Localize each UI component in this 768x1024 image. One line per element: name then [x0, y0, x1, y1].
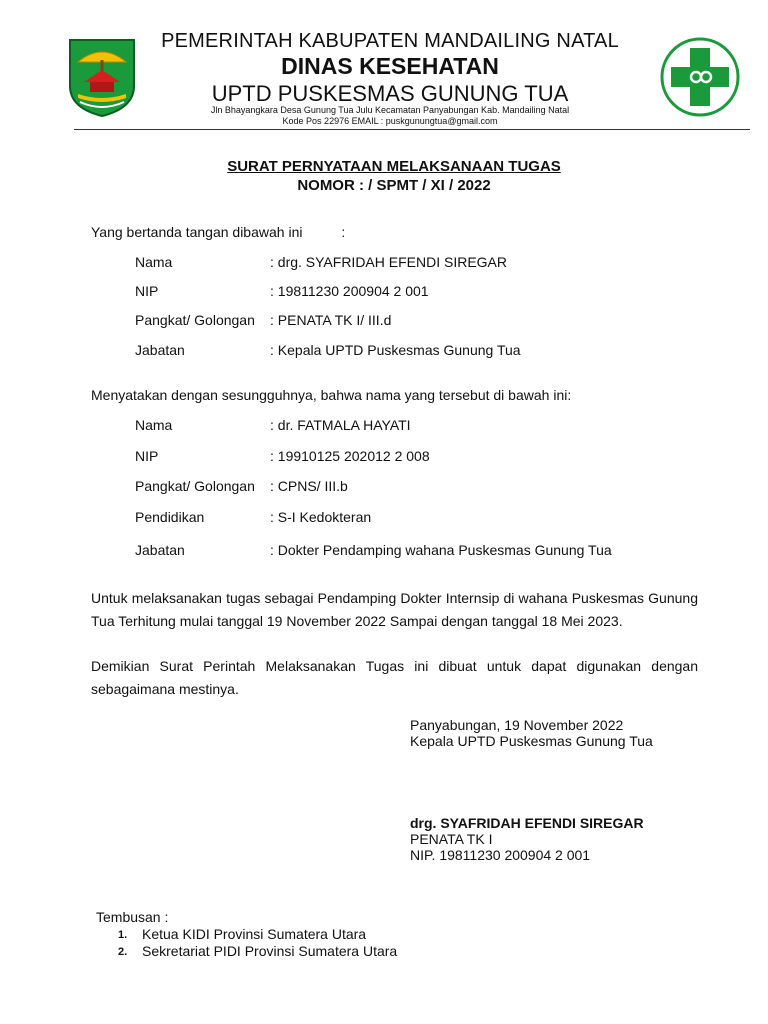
intro-text: Yang bertanda tangan dibawah ini : [91, 224, 346, 240]
cc-item-number: 1. [118, 929, 128, 941]
signer-value: : PENATA TK I/ III.d [270, 312, 392, 328]
puskesmas-logo [658, 36, 742, 118]
signer-value: : drg. SYAFRIDAH EFENDI SIREGAR [270, 254, 508, 270]
signer-value: : Kepala UPTD Puskesmas Gunung Tua [270, 342, 521, 358]
signature-rank: PENATA TK I [410, 831, 493, 847]
header-department: DINAS KESEHATAN [281, 53, 499, 79]
subject-value: : Dokter Pendamping wahana Puskesmas Gunung Tua [270, 542, 612, 558]
header-divider [74, 129, 750, 130]
signature-place-date: Panyabungan, 19 November 2022 [410, 717, 624, 733]
signature-name: drg. SYAFRIDAH EFENDI SIREGAR [410, 815, 644, 831]
statement-text: Menyatakan dengan sesungguhnya, bahwa nama yang tersebut di bawah ini: [91, 387, 572, 403]
subject-label: Nama [135, 417, 173, 433]
signer-value: : 19811230 200904 2 001 [270, 283, 429, 299]
body-paragraph-closing: Demikian Surat Perintah Melaksanakan Tugas ini dibuat untuk dapat digunakan dengan sebagaimana mestinya. [91, 658, 698, 697]
cc-label: Tembusan : [96, 909, 169, 925]
document-number: NOMOR : / SPMT / XI / 2022 [297, 177, 491, 194]
document-title: SURAT PERNYATAAN MELAKSANAAN TUGAS [227, 158, 561, 175]
subject-value: : dr. FATMALA HAYATI [270, 417, 411, 433]
signature-nip: NIP. 19811230 200904 2 001 [410, 847, 591, 863]
subject-value: : CPNS/ III.b [270, 478, 348, 494]
subject-value: : S-I Kedokteran [270, 509, 372, 525]
subject-label: Pendidikan [135, 509, 205, 525]
subject-label: NIP [135, 448, 159, 464]
header-institution: UPTD PUSKESMAS GUNUNG TUA [211, 81, 569, 106]
header-government: PEMERINTAH KABUPATEN MANDAILING NATAL [161, 30, 619, 52]
signer-label: NIP [135, 283, 159, 299]
cc-item: Ketua KIDI Provinsi Sumatera Utara [142, 926, 367, 942]
header-address: Jln Bhayangkara Desa Gunung Tua Julu Kecamatan Panyabungan Kab. Mandailing Natal [210, 105, 570, 115]
signature-position: Kepala UPTD Puskesmas Gunung Tua [410, 733, 653, 749]
signer-label: Nama [135, 254, 173, 270]
body-paragraph-assignment: Untuk melaksanakan tugas sebagai Pendamping Dokter Internsip di wahana Puskesmas Gunung Tua Terhitung mulai tanggal 19 November 2022 Sampai dengan tanggal 18 Mei 2023. [91, 590, 698, 629]
signer-label: Jabatan [135, 342, 185, 358]
signer-label: Pangkat/ Golongan [135, 312, 255, 328]
cc-item-number: 2. [118, 946, 128, 958]
header-contact: Kode Pos 22976 EMAIL : puskgunungtua@gmail.com [282, 116, 498, 126]
subject-label: Pangkat/ Golongan [135, 478, 255, 494]
subject-value: : 19910125 202012 2 008 [270, 448, 430, 464]
regency-emblem-logo [66, 36, 138, 118]
subject-label: Jabatan [135, 542, 185, 558]
cc-item: Sekretariat PIDI Provinsi Sumatera Utara [142, 943, 398, 959]
